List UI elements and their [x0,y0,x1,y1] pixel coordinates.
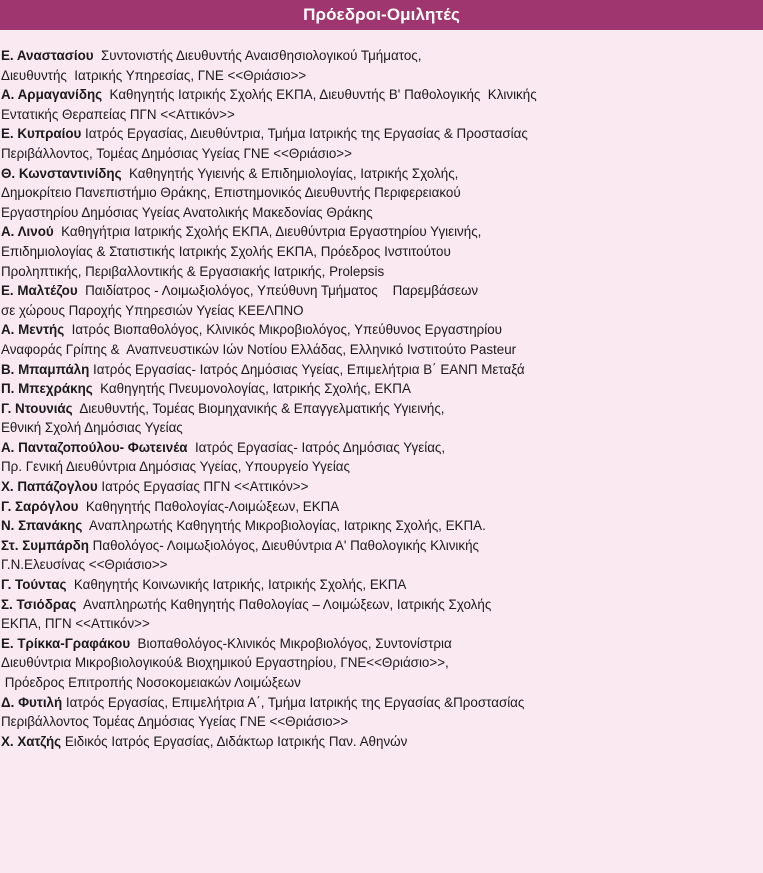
speaker-entry [1,320,763,340]
speaker-entry-continuation [1,418,763,438]
speaker-affiliation: Ιατρός Εργασίας ΠΓΝ <<Αττικόν>> [97,479,309,495]
speaker-entry-continuation [1,262,763,282]
header-bar [0,0,763,30]
speaker-affiliation: ΕΚΠΑ, ΠΓΝ <<Αττικόν>> [1,616,150,632]
page-title: Πρόεδροι-Ομιλητές [303,5,460,24]
speaker-name: Χ. Χατζής [1,733,62,749]
speaker-entry [1,497,763,517]
speaker-entry [1,438,763,458]
speaker-entry-continuation [1,555,763,575]
speaker-entry [1,595,763,615]
speaker-name: Β. Μπαμπάλη [1,361,90,377]
speaker-affiliation: Καθηγητής Κοινωνικής Ιατρικής, Ιατρικής Σχολής, ΕΚΠΑ [66,577,407,593]
speaker-entry-continuation [1,457,763,477]
speaker-affiliation: Διευθύντρια Μικροβιολογικού& Βιοχημικού Εργαστηρίου, ΓΝΕ<<Θριάσιο>>, [1,655,449,671]
speaker-name: Ε. Τρίκκα-Γραφάκου [1,635,131,651]
speaker-name: Ε. Αναστασίου [1,48,94,63]
speaker-affiliation: Δημοκρίτειο Πανεπιστήμιο Θράκης, Επιστημονικός Διευθυντής Περιφερειακού [1,185,461,201]
speaker-entry-continuation [1,340,763,360]
speaker-entry-continuation [1,673,763,693]
speaker-affiliation: Ιατρός Εργασίας- Ιατρός Δημόσιας Υγείας, Επιμελήτρια Β΄ ΕΑΝΠ Μεταξά [89,361,525,377]
speaker-affiliation: Ιατρός Εργασίας, Διευθύντρια, Τμήμα Ιατρικής της Εργασίας & Προστασίας [81,126,528,142]
speaker-list [0,30,763,751]
speaker-entry [1,379,763,399]
speaker-affiliation: Εργαστηρίου Δημόσιας Υγείας Ανατολικής Μακεδονίας Θράκης [1,204,373,220]
speaker-affiliation: Ιατρός Βιοπαθολόγος, Κλινικός Μικροβιολόγος, Υπεύθυνος Εργαστηρίου [64,322,503,338]
speaker-affiliation: Διευθυντής, Τομέας Βιομηχανικής & Επαγγελματικής Υγιεινής, [72,400,445,416]
speaker-entry [1,399,763,419]
speaker-affiliation: Αναπληρωτής Καθηγητής Μικροβιολογίας, Ιατρικης Σχολής, ΕΚΠΑ. [82,518,486,534]
speaker-entry-continuation [1,301,763,321]
speaker-entry [1,516,763,536]
speaker-affiliation: Εντατικής Θεραπείας ΠΓΝ <<Αττικόν>> [1,106,235,122]
speaker-affiliation: Αναφοράς Γρίπης & Αναπνευστικών Ιών Νοτίου Ελλάδας, Ελληνικό Ινστιτούτο Pasteur [1,341,517,357]
speaker-name: Σ. Τσιόδρας [1,596,77,612]
speaker-entry-continuation [1,144,763,164]
speaker-affiliation: Βιοπαθολόγος-Κλινικός Μικροβιολόγος, Συντονίστρια [130,635,452,651]
speaker-name: Α. Μεντής [1,322,65,338]
speaker-name: Δ. Φυτιλή [1,694,63,710]
speaker-entry-continuation [1,712,763,732]
speaker-name: Θ. Κωνσταντινίδης [1,165,122,181]
speaker-entry [1,575,763,595]
speaker-affiliation: σε χώρους Παροχής Υπηρεσιών Υγείας ΚΕΕΛΠΝΟ [1,302,304,318]
speaker-entry [1,124,763,144]
speaker-affiliation: Γ.Ν.Ελευσίνας <<Θριάσιο>> [1,557,168,573]
speaker-affiliation: Συντονιστής Διευθυντής Αναισθησιολογικού Τμήματος, [93,48,422,63]
speaker-entry-continuation [1,242,763,262]
speaker-entry [1,536,763,556]
speaker-name: Στ. Συμπάρδη [1,537,89,553]
speaker-entry-continuation [1,105,763,125]
speaker-entry [1,477,763,497]
speaker-affiliation: Ιατρός Εργασίας- Ιατρός Δημόσιας Υγείας, [187,439,446,455]
speaker-name: Ε. Μαλτέζου [1,283,78,299]
speaker-entry [1,164,763,184]
speaker-affiliation: Πρ. Γενική Διευθύντρια Δημόσιας Υγείας, Υπουργείο Υγείας [1,459,350,475]
speaker-entry [1,85,763,105]
speaker-affiliation: Παιδίατρος - Λοιμωξιολόγος, Υπεύθυνη Τμήματος Παρεμβάσεων [77,283,479,299]
speaker-entry-continuation [1,614,763,634]
speaker-affiliation: Καθηγητής Πνευμονολογίας, Ιατρικής Σχολής, ΕΚΠΑ [92,381,411,397]
speaker-affiliation: Ιατρός Εργασίας, Επιμελήτρια Α΄, Τμήμα Ιατρικής της Εργασίας &Προστασίας [62,694,525,710]
speaker-affiliation: Παθολόγος- Λοιμωξιολόγος, Διευθύντρια Α' Παθολογικής Κλινικής [88,537,479,553]
speaker-entry [1,222,763,242]
speaker-name: Ν. Σπανάκης [1,518,83,534]
speaker-name: Ε. Κυπραίου [1,126,82,142]
speaker-affiliation: Αναπληρωτής Καθηγητής Παθολογίας – Λοιμώξεων, Ιατρικής Σχολής [76,596,492,612]
speaker-affiliation: Καθηγητής Υγιεινής & Επιδημιολογίας, Ιατρικής Σχολής, [121,165,459,181]
speaker-name: Γ. Ντουνιάς [1,400,73,416]
speaker-entry [1,634,763,654]
speaker-entry [1,46,763,66]
speaker-name: Γ. Τούντας [1,577,67,593]
speaker-entry [1,732,763,752]
speaker-entry-continuation [1,203,763,223]
speaker-affiliation: Επιδημιολογίας & Στατιστικής Ιατρικής Σχολής ΕΚΠΑ, Πρόεδρος Ινστιτούτου [1,243,451,259]
speaker-name: Α. Πανταζοπούλου- Φωτεινέα [1,439,188,455]
speaker-name: Α. Αρμαγανίδης [1,87,103,103]
speaker-name: Χ. Παπάζογλου [1,479,98,495]
speaker-affiliation: Καθηγητής Παθολογίας-Λοιμώξεων, ΕΚΠΑ [78,498,340,514]
speaker-affiliation: Ειδικός Ιατρός Εργασίας, Διδάκτωρ Ιατρικής Παν. Αθηνών [61,733,408,749]
speaker-entry [1,693,763,713]
speaker-name: Α. Λινού [1,224,54,240]
speaker-affiliation: Πρόεδρος Επιτροπής Νοσοκομειακών Λοιμώξεων [1,675,301,690]
speaker-affiliation: Καθηγητής Ιατρικής Σχολής ΕΚΠΑ, Διευθυντής Β' Παθολογικής Κλινικής [102,87,537,103]
speaker-entry-continuation [1,183,763,203]
speaker-entry [1,360,763,380]
speaker-name: Γ. Σαρόγλου [1,498,79,514]
speaker-affiliation: Εθνική Σχολή Δημόσιας Υγείας [1,420,183,436]
speaker-affiliation: Καθηγήτρια Ιατρικής Σχολής ΕΚΠΑ, Διευθύντρια Εργαστηρίου Υγιεινής, [53,224,482,240]
speaker-affiliation: Προληπτικής, Περιβαλλοντικής & Εργασιακής Ιατρικής, Prolepsis [1,263,385,279]
speaker-affiliation: Περιβάλλοντος Τομέας Δημόσιας Υγείας ΓΝΕ <<Θριάσιο>> [1,714,349,730]
speaker-name: Π. Μπεχράκης [1,381,93,397]
speaker-entry-continuation [1,66,763,86]
speaker-entry [1,281,763,301]
speaker-affiliation: Διευθυντής Ιατρικής Υπηρεσίας, ΓΝΕ <<Θριάσιο>> [1,67,307,83]
speaker-affiliation: Περιβάλλοντος, Τομέας Δημόσιας Υγείας ΓΝΕ <<Θριάσιο>> [1,145,352,161]
speaker-entry-continuation [1,653,763,673]
